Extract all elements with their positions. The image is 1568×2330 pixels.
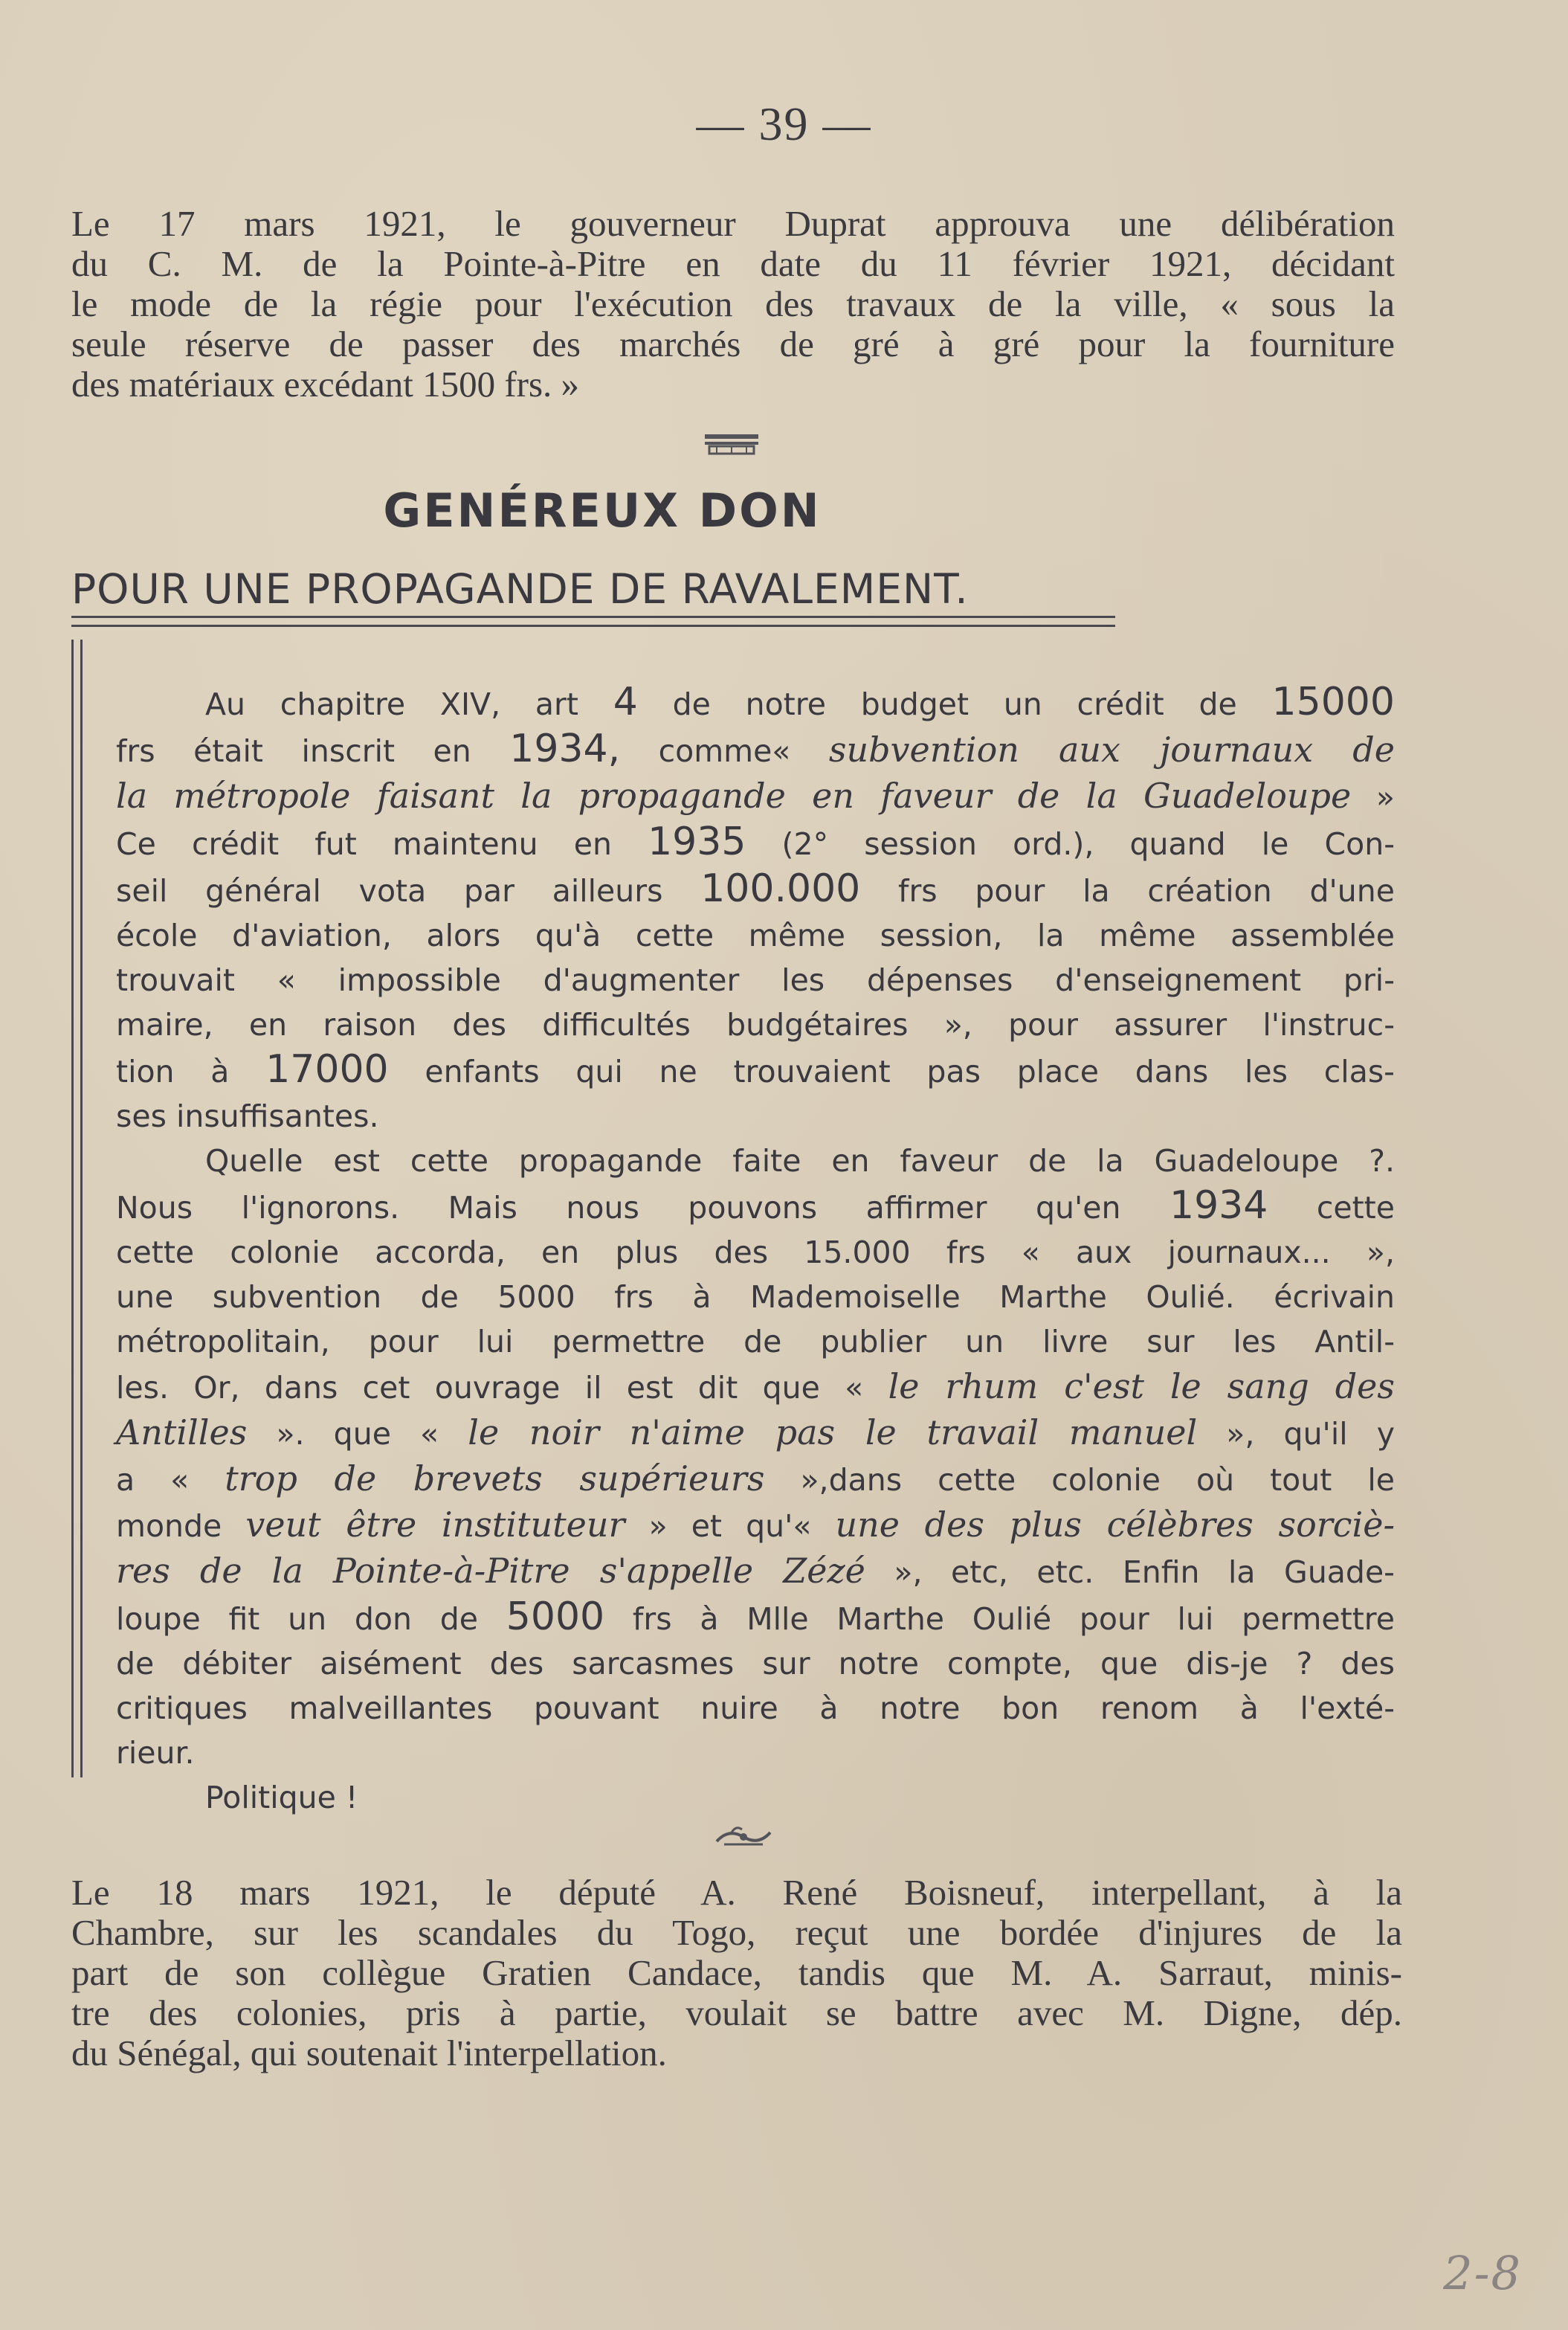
text-fragment: les. Or, dans cet ouvrage il est dit que «: [116, 1370, 864, 1406]
closing-line: Le 18 mars 1921, le député A. René Boisneuf, interpellant, à la: [71, 1872, 1402, 1913]
body-line: [116, 1456, 1395, 1502]
text-fragment: trop de brevets supérieurs: [225, 1458, 765, 1499]
text-fragment: Antilles: [116, 1412, 248, 1452]
intro-paragraph: [71, 204, 1395, 405]
body-line: école d'aviation, alors qu'à cette même session, la même assemblée: [116, 918, 1395, 953]
handwritten-note: 2-8: [1443, 2246, 1522, 2300]
box-border-inner: [80, 640, 83, 1777]
page-number: — 39 —: [696, 97, 872, 150]
text-fragment: seil général vota par ailleurs: [116, 873, 663, 909]
text-fragment: enfants qui ne trouvaient pas place dans les clas-: [425, 1054, 1395, 1090]
text-fragment: monde: [116, 1508, 222, 1544]
body-line: [116, 727, 1395, 773]
body-line: [116, 1047, 1395, 1094]
text-fragment: Ce crédit fut maintenu en: [116, 826, 612, 862]
body-line: de débiter aisément des sarcasmes sur notre compte, que dis-je ? des: [116, 1646, 1395, 1681]
box-border-outer: [71, 640, 74, 1777]
text-fragment: Nous l'ignorons. Mais nous pouvons affirmer qu'en: [116, 1190, 1121, 1226]
fleuron-icon: [714, 1822, 773, 1852]
body-line: Quelle est cette propagande faite en faveur de la Guadeloupe ?.: [205, 1143, 1395, 1179]
text-fragment: », etc, etc. Enfin la Guade-: [894, 1554, 1395, 1590]
text-fragment: 1935: [648, 820, 746, 864]
text-fragment: loupe fit un don de: [116, 1601, 479, 1637]
text-fragment: »: [1375, 779, 1395, 815]
text-fragment: Au chapitre XIV, art: [205, 686, 578, 722]
article-body: [116, 680, 1395, 1820]
text-fragment: tion à: [116, 1054, 230, 1090]
text-fragment: une des plus célèbres sorciè-: [835, 1504, 1396, 1545]
text-fragment: 100.000: [700, 866, 861, 911]
body-line: rieur.: [116, 1735, 195, 1771]
subtitle-rule-lower: [71, 625, 1115, 627]
closing-line: Chambre, sur les scandales du Togo, reçut une bordée d'injures de la: [71, 1912, 1402, 1953]
closing-line: tre des colonies, pris à partie, voulait se battre avec M. Digne, dép.: [71, 1992, 1402, 2033]
text-fragment: res de la Pointe-à-Pitre s'appelle Zézé: [116, 1551, 865, 1591]
text-fragment: 5000: [506, 1594, 605, 1639]
text-fragment: frs à Mlle Marthe Oulié pour lui permettre: [632, 1601, 1395, 1637]
closing-paragraph: [71, 1873, 1402, 2073]
text-fragment: » et qu'«: [648, 1508, 812, 1544]
text-fragment: cette: [1316, 1190, 1395, 1226]
article-subtitle: POUR UNE PROPAGANDE DE RAVALEMENT.: [71, 565, 969, 613]
body-line: cette colonie accorda, en plus des 15.000 frs « aux journaux... »,: [116, 1235, 1395, 1270]
body-line: [116, 773, 1395, 820]
text-fragment: 15000: [1271, 680, 1395, 724]
text-fragment: 1934,: [509, 727, 621, 771]
intro-line: du C. M. de la Pointe-à-Pitre en date du 11 février 1921, décidant: [71, 243, 1395, 284]
text-fragment: la métropole faisant la propagande en faveur de la Guadeloupe: [116, 776, 1352, 816]
closing-line: part de son collègue Gratien Candace, tandis que M. A. Sarraut, minis-: [71, 1952, 1402, 1993]
text-fragment: ». que «: [276, 1416, 439, 1452]
body-line: Politique !: [205, 1780, 358, 1815]
body-line: [116, 820, 1395, 866]
text-fragment: de notre budget un crédit de: [672, 686, 1237, 722]
body-line: métropolitain, pour lui permettre de publier un livre sur les Antil-: [116, 1324, 1395, 1359]
text-fragment: 4: [613, 680, 638, 724]
intro-line: seule réserve de passer des marchés de gré à gré pour la fourniture: [71, 324, 1395, 364]
closing-line: du Sénégal, qui soutenait l'interpellation.: [71, 2033, 667, 2073]
body-line: une subvention de 5000 frs à Mademoiselle Marthe Oulié. écrivain: [116, 1279, 1395, 1315]
text-fragment: 1934: [1169, 1183, 1268, 1228]
body-line: [116, 1183, 1395, 1230]
body-line: ses insuffisantes.: [116, 1098, 379, 1134]
ornament-icon: [702, 430, 761, 460]
intro-line: le mode de la régie pour l'exécution des travaux de la ville, « sous la: [71, 283, 1395, 324]
body-line: maire, en raison des difficultés budgétaires », pour assurer l'instruc-: [116, 1007, 1395, 1043]
body-line: [116, 1364, 1395, 1410]
text-fragment: le rhum c'est le sang des: [888, 1366, 1395, 1406]
intro-line: des matériaux excédant 1500 frs. »: [71, 364, 580, 405]
text-fragment: »,dans cette colonie où tout le: [800, 1462, 1395, 1498]
text-fragment: a «: [116, 1462, 190, 1498]
body-line: [116, 1410, 1395, 1456]
text-fragment: 17000: [265, 1047, 389, 1092]
text-fragment: frs était inscrit en: [116, 733, 471, 769]
intro-line: Le 17 mars 1921, le gouverneur Duprat approuva une délibération: [71, 203, 1395, 244]
body-line: [116, 1502, 1395, 1548]
text-fragment: frs pour la création d'une: [898, 873, 1395, 909]
body-line: [116, 1594, 1395, 1641]
body-line: [116, 866, 1395, 913]
text-fragment: le noir n'aime pas le travail manuel: [468, 1412, 1198, 1452]
body-line: critiques malveillantes pouvant nuire à notre bon renom à l'exté-: [116, 1690, 1395, 1726]
body-line: [116, 1548, 1395, 1594]
text-fragment: comme«: [658, 733, 791, 769]
body-line: [116, 680, 1395, 727]
body-line: trouvait « impossible d'augmenter les dépenses d'enseignement pri-: [116, 962, 1395, 998]
text-fragment: (2° session ord.), quand le Con-: [781, 826, 1395, 862]
article-title: GENÉREUX DON: [383, 483, 822, 538]
subtitle-rule-upper: [71, 616, 1115, 618]
text-fragment: veut être instituteur: [245, 1504, 625, 1545]
text-fragment: subvention aux journaux de: [828, 730, 1395, 770]
text-fragment: », qu'il y: [1226, 1416, 1395, 1452]
